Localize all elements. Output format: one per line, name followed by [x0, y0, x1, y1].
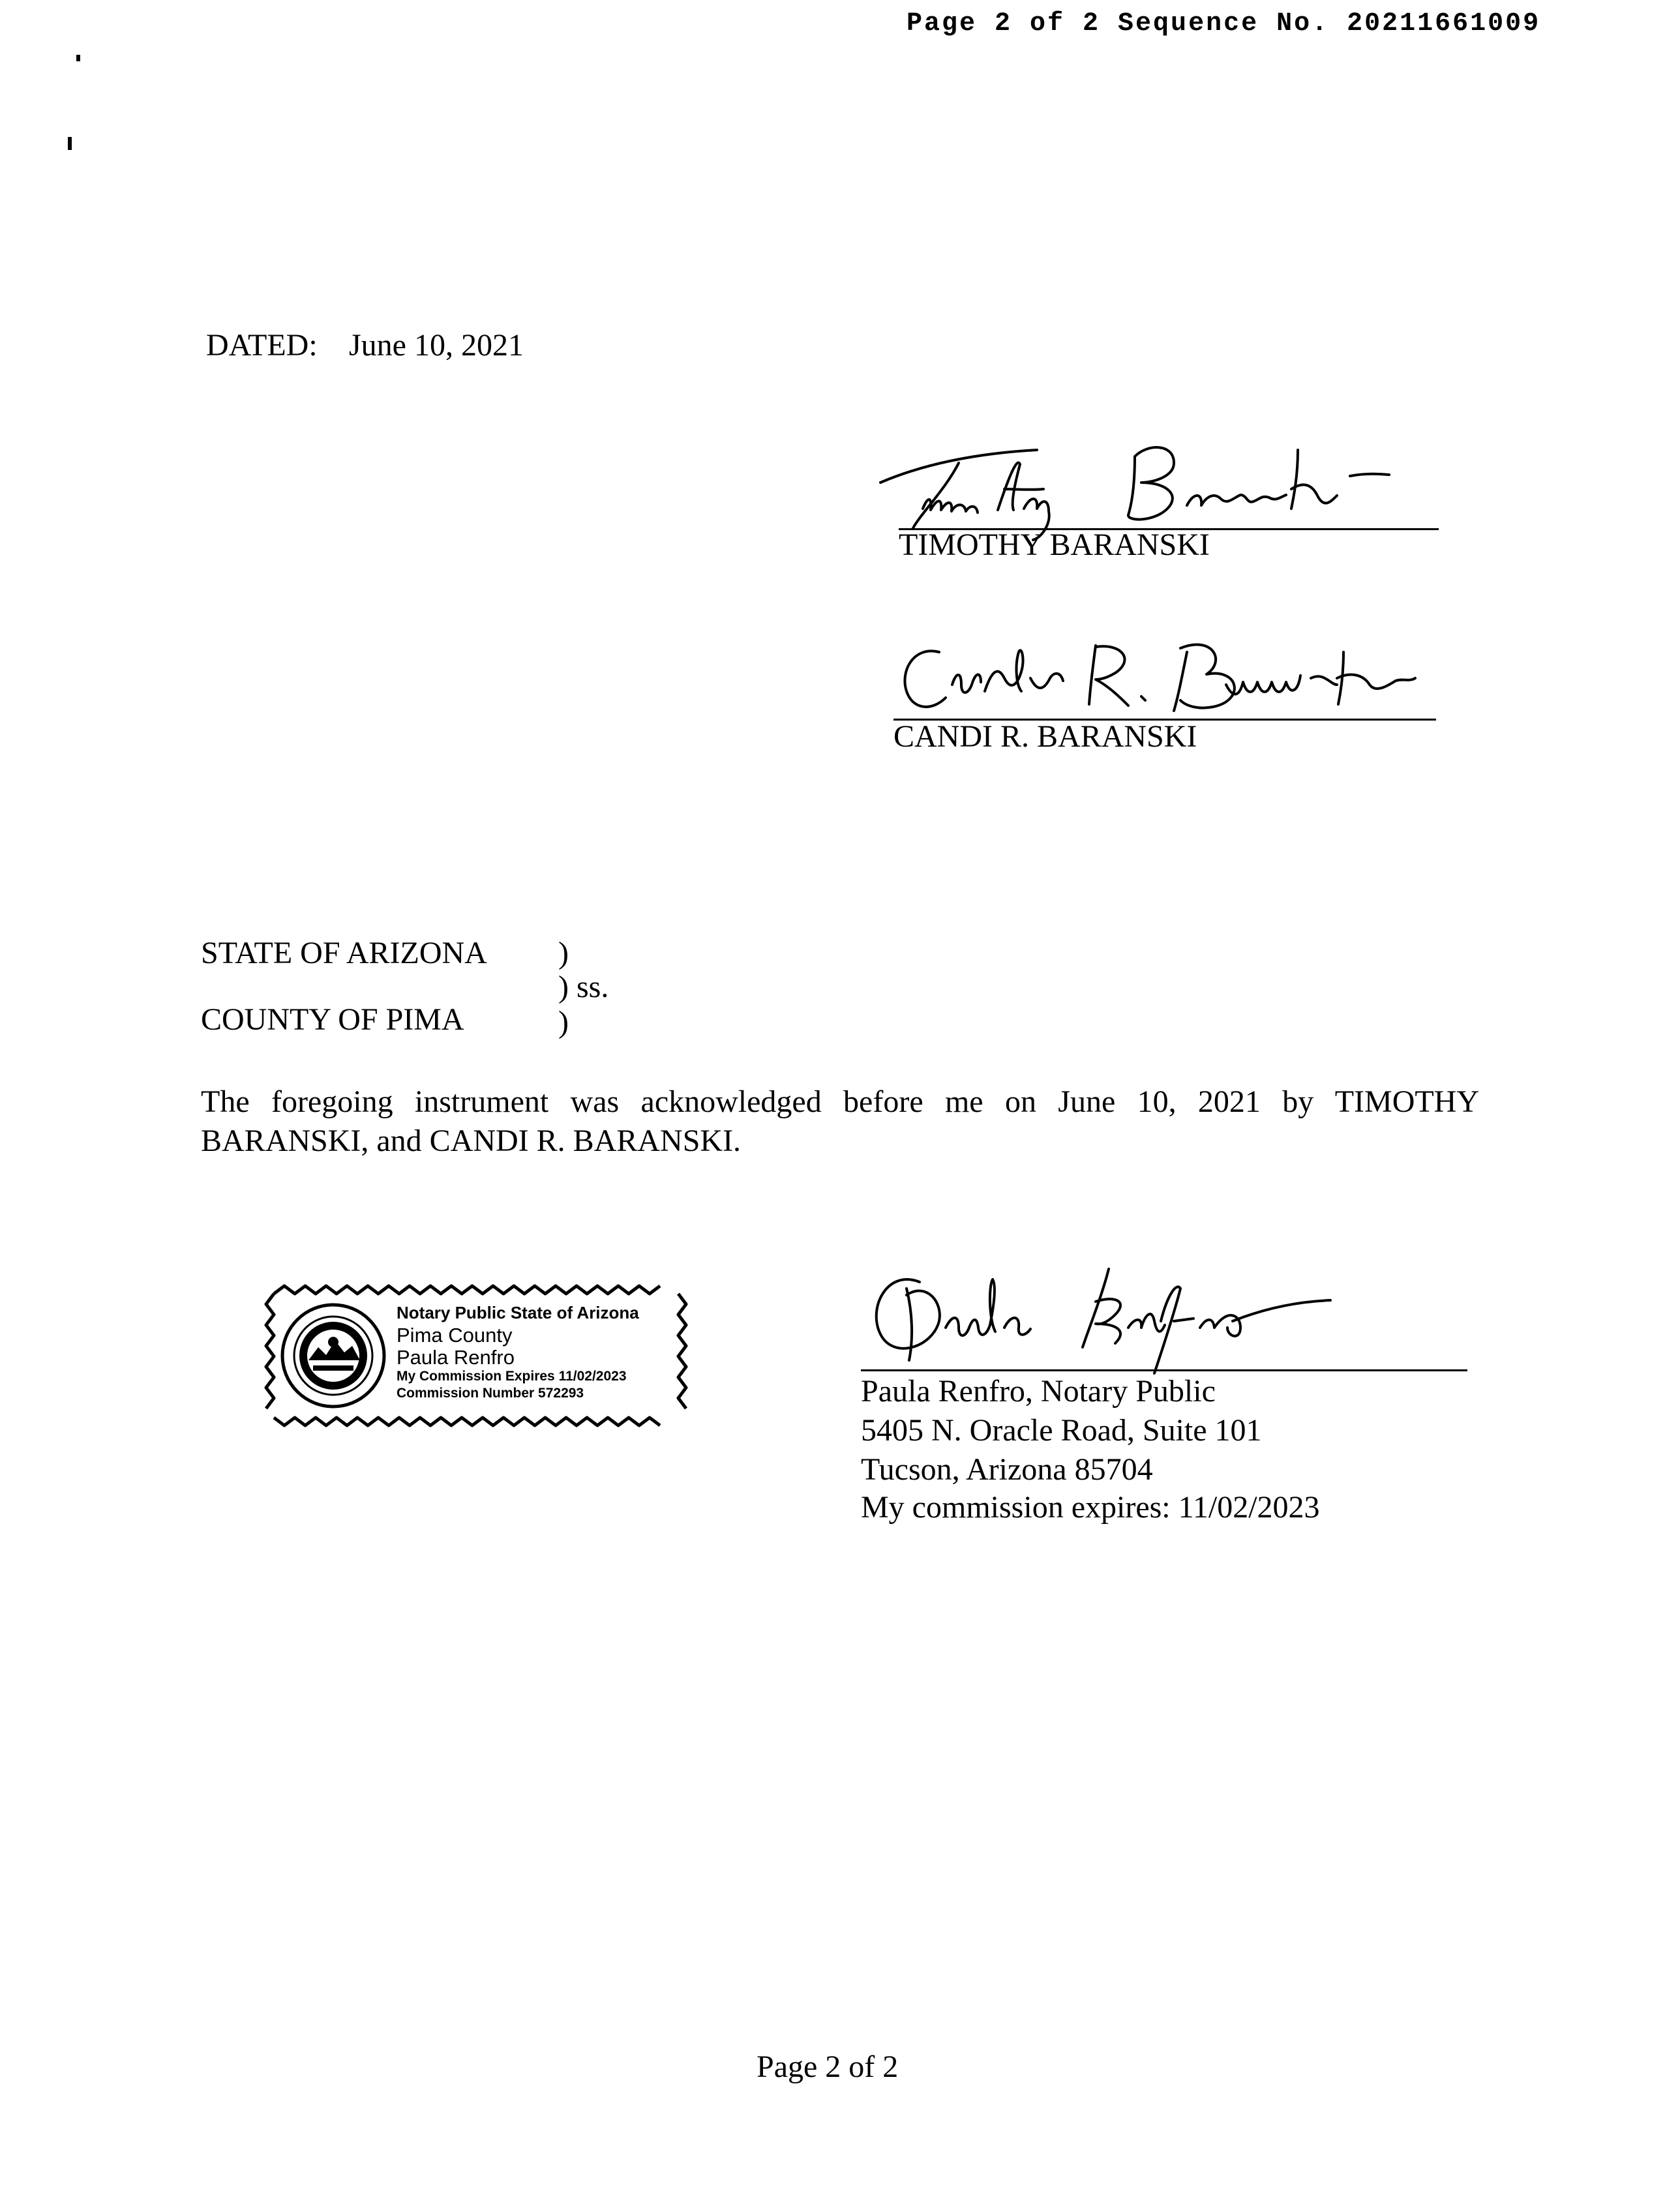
stamp-line-1: Notary Public State of Arizona — [397, 1303, 639, 1322]
page-footer: Page 2 of 2 — [757, 2049, 899, 2084]
scan-speck — [76, 55, 80, 61]
dated-value: June 10, 2021 — [349, 328, 524, 363]
venue-county: COUNTY OF PIMA — [201, 1002, 464, 1037]
sequence-header: Page 2 of 2 Sequence No. 20211661009 — [907, 9, 1541, 38]
notary-stamp — [261, 1282, 691, 1429]
stamp-line-2: Pima County — [397, 1324, 513, 1347]
stamp-line-4: My Commission Expires 11/02/2023 — [397, 1369, 627, 1384]
venue-paren: ) — [558, 1005, 569, 1039]
notary-handwritten-signature — [867, 1262, 1324, 1380]
acknowledgment-line-1: The foregoing instrument was acknowledged before me on June 10, 2021 by TIMOTHY — [201, 1084, 1479, 1119]
notary-signature-line — [861, 1369, 1467, 1371]
stamp-line-5: Commission Number 572293 — [397, 1386, 584, 1401]
venue-paren: ) — [558, 936, 569, 970]
timothy-printed-name: TIMOTHY BARANSKI — [899, 528, 1210, 562]
venue-ss: ) ss. — [558, 970, 609, 1004]
acknowledgment-line-2: BARANSKI, and CANDI R. BARANSKI. — [201, 1124, 742, 1158]
stamp-line-3: Paula Renfro — [397, 1346, 515, 1369]
scan-speck — [68, 137, 72, 150]
notary-name-title: Paula Renfro, Notary Public — [861, 1374, 1216, 1408]
candi-handwritten-signature — [900, 639, 1487, 717]
dated-label: DATED: — [206, 328, 318, 363]
arizona-state-seal-icon — [279, 1302, 387, 1410]
notary-address-1: 5405 N. Oracle Road, Suite 101 — [861, 1413, 1262, 1448]
candi-printed-name: CANDI R. BARANSKI — [893, 719, 1197, 754]
notary-address-2: Tucson, Arizona 85704 — [861, 1452, 1153, 1487]
notary-commission-expiry: My commission expires: 11/02/2023 — [861, 1490, 1320, 1525]
venue-state: STATE OF ARIZONA — [201, 936, 487, 970]
